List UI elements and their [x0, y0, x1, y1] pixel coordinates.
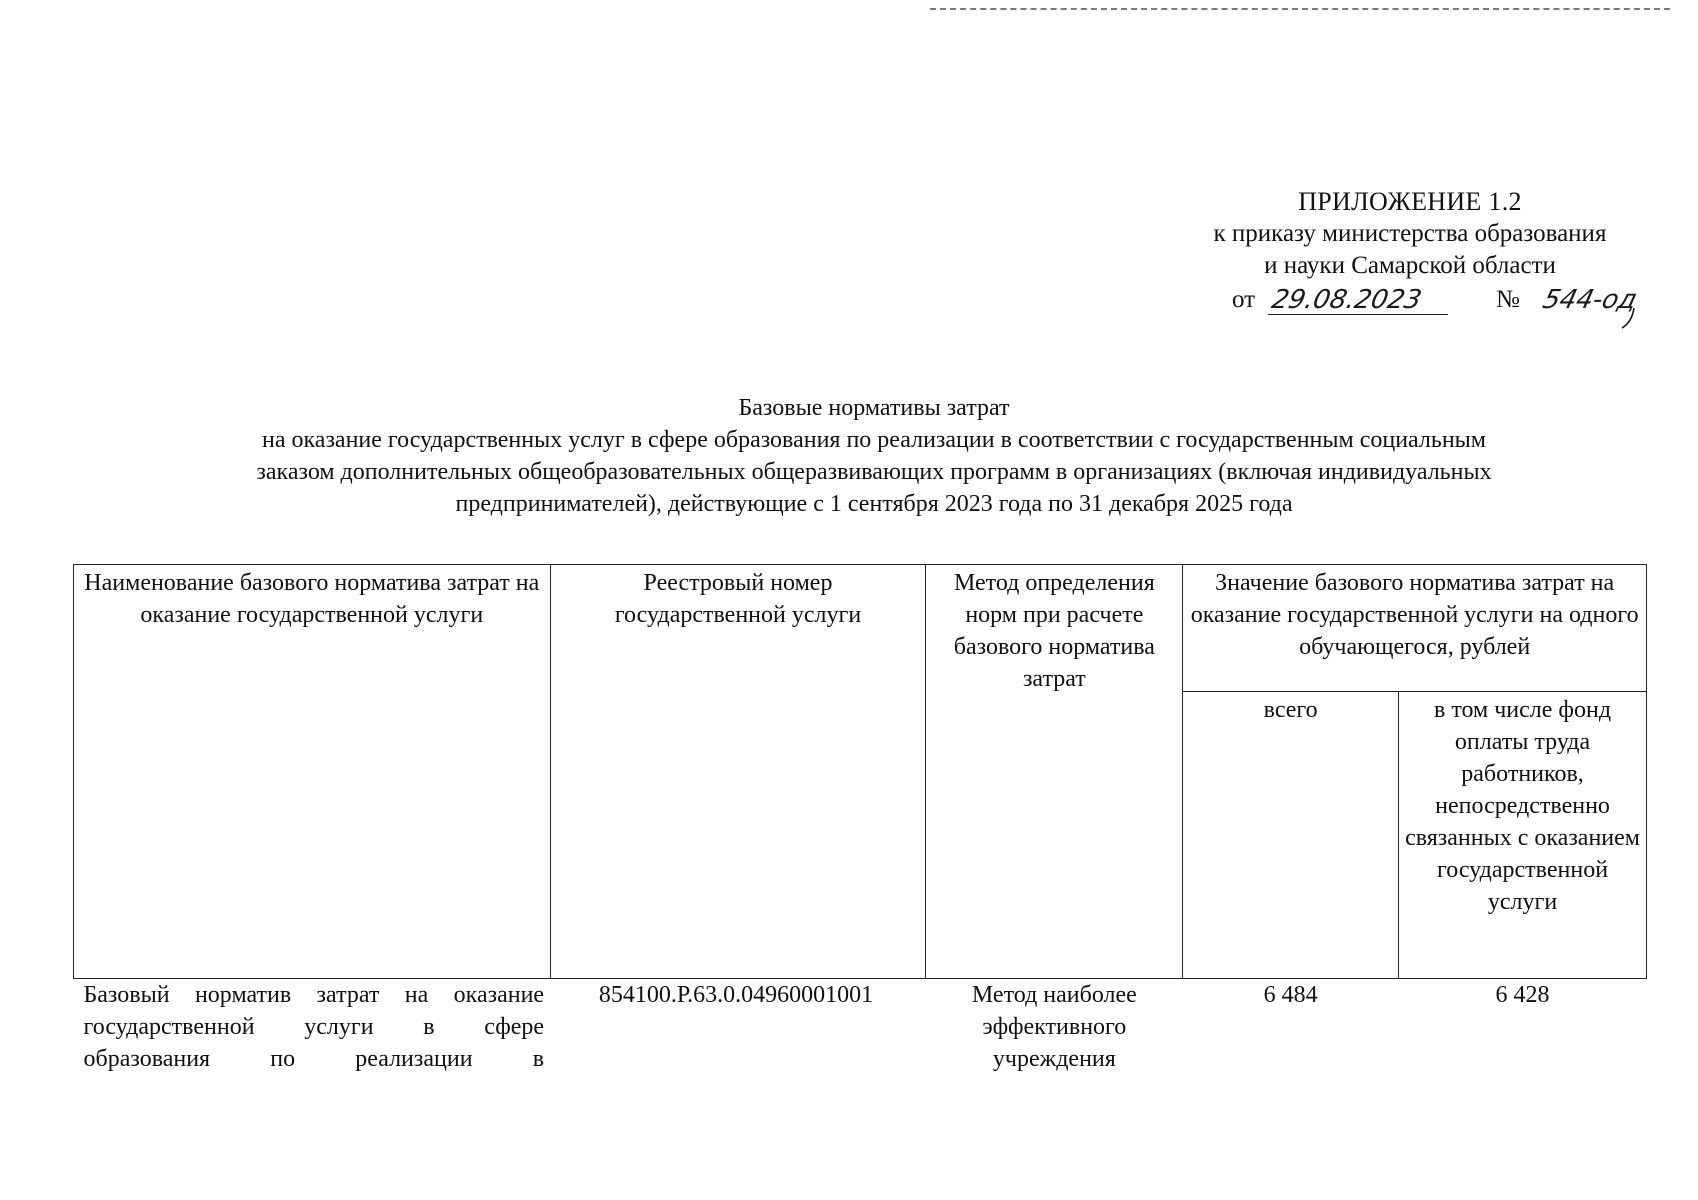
date-label: от — [1232, 286, 1256, 313]
number-label: № — [1496, 286, 1520, 313]
top-dashed-cut-line — [930, 8, 1670, 10]
table-row — [74, 979, 1647, 1078]
header-wage-fund: в том числе фонд оплаты труда работников, непосредственно связанных с оказанием государственной услуги — [1399, 692, 1647, 979]
heading-subtitle-line-2: заказом дополнительных общеобразовательных общеразвивающих программ в организациях (включая индивидуальных — [256, 459, 1492, 485]
heading-subtitle-line-1: на оказание государственных услуг в сфере образования по реализации в соответствии с государственным социальным — [262, 427, 1486, 453]
handwritten-date-text: 29.08.2023 — [1269, 285, 1425, 315]
appendix-order-line: к приказу министерства образования — [1213, 220, 1607, 247]
appendix-title: ПРИЛОЖЕНИЕ 1.2 — [1298, 187, 1522, 216]
header-registry-number: Реестровый номер государственной услуги — [550, 565, 926, 979]
row-wage-fund: 6 428 — [1495, 982, 1550, 1008]
header-norm-name: Наименование базового норматива затрат на оказание государственной услуги — [74, 565, 551, 979]
appendix-block — [1140, 186, 1680, 322]
row-norm-name — [74, 979, 551, 1078]
header-value-group: Значение базового норматива затрат на оказание государственной услуги на одного обучающегося, рублей — [1183, 565, 1647, 692]
order-date-number-row — [1140, 282, 1680, 322]
row-registry-number: 854100.Р.63.0.04960001001 — [598, 982, 874, 1008]
handwritten-number-ink — [1534, 282, 1654, 332]
handwritten-date-ink — [1268, 282, 1448, 316]
handwritten-number — [1534, 282, 1654, 314]
row-norm-name-line-1: Базовый норматив затрат на оказание — [83, 982, 545, 1008]
header-total: всего — [1183, 692, 1399, 979]
row-norm-name-line-3: образования по реализации в — [83, 1046, 545, 1072]
row-norm-name-line-2: государственной услуги в сфере — [83, 1014, 545, 1040]
row-total: 6 484 — [1263, 982, 1318, 1008]
cost-norms-table — [73, 564, 1647, 1077]
row-method: Метод наиболее эффективного учреждения — [971, 982, 1137, 1072]
appendix-ministry-line: и науки Самарской области — [1264, 252, 1556, 279]
heading-subtitle-line-3: предпринимателей), действующие с 1 сентября 2023 года по 31 декабря 2025 года — [455, 491, 1293, 517]
handwritten-date — [1268, 282, 1448, 315]
heading-title: Базовые нормативы затрат — [738, 395, 1010, 421]
header-method: Метод определения норм при расчете базового норматива затрат — [926, 565, 1183, 979]
document-heading — [40, 392, 1698, 520]
handwritten-number-text: 544-од — [1539, 284, 1641, 315]
